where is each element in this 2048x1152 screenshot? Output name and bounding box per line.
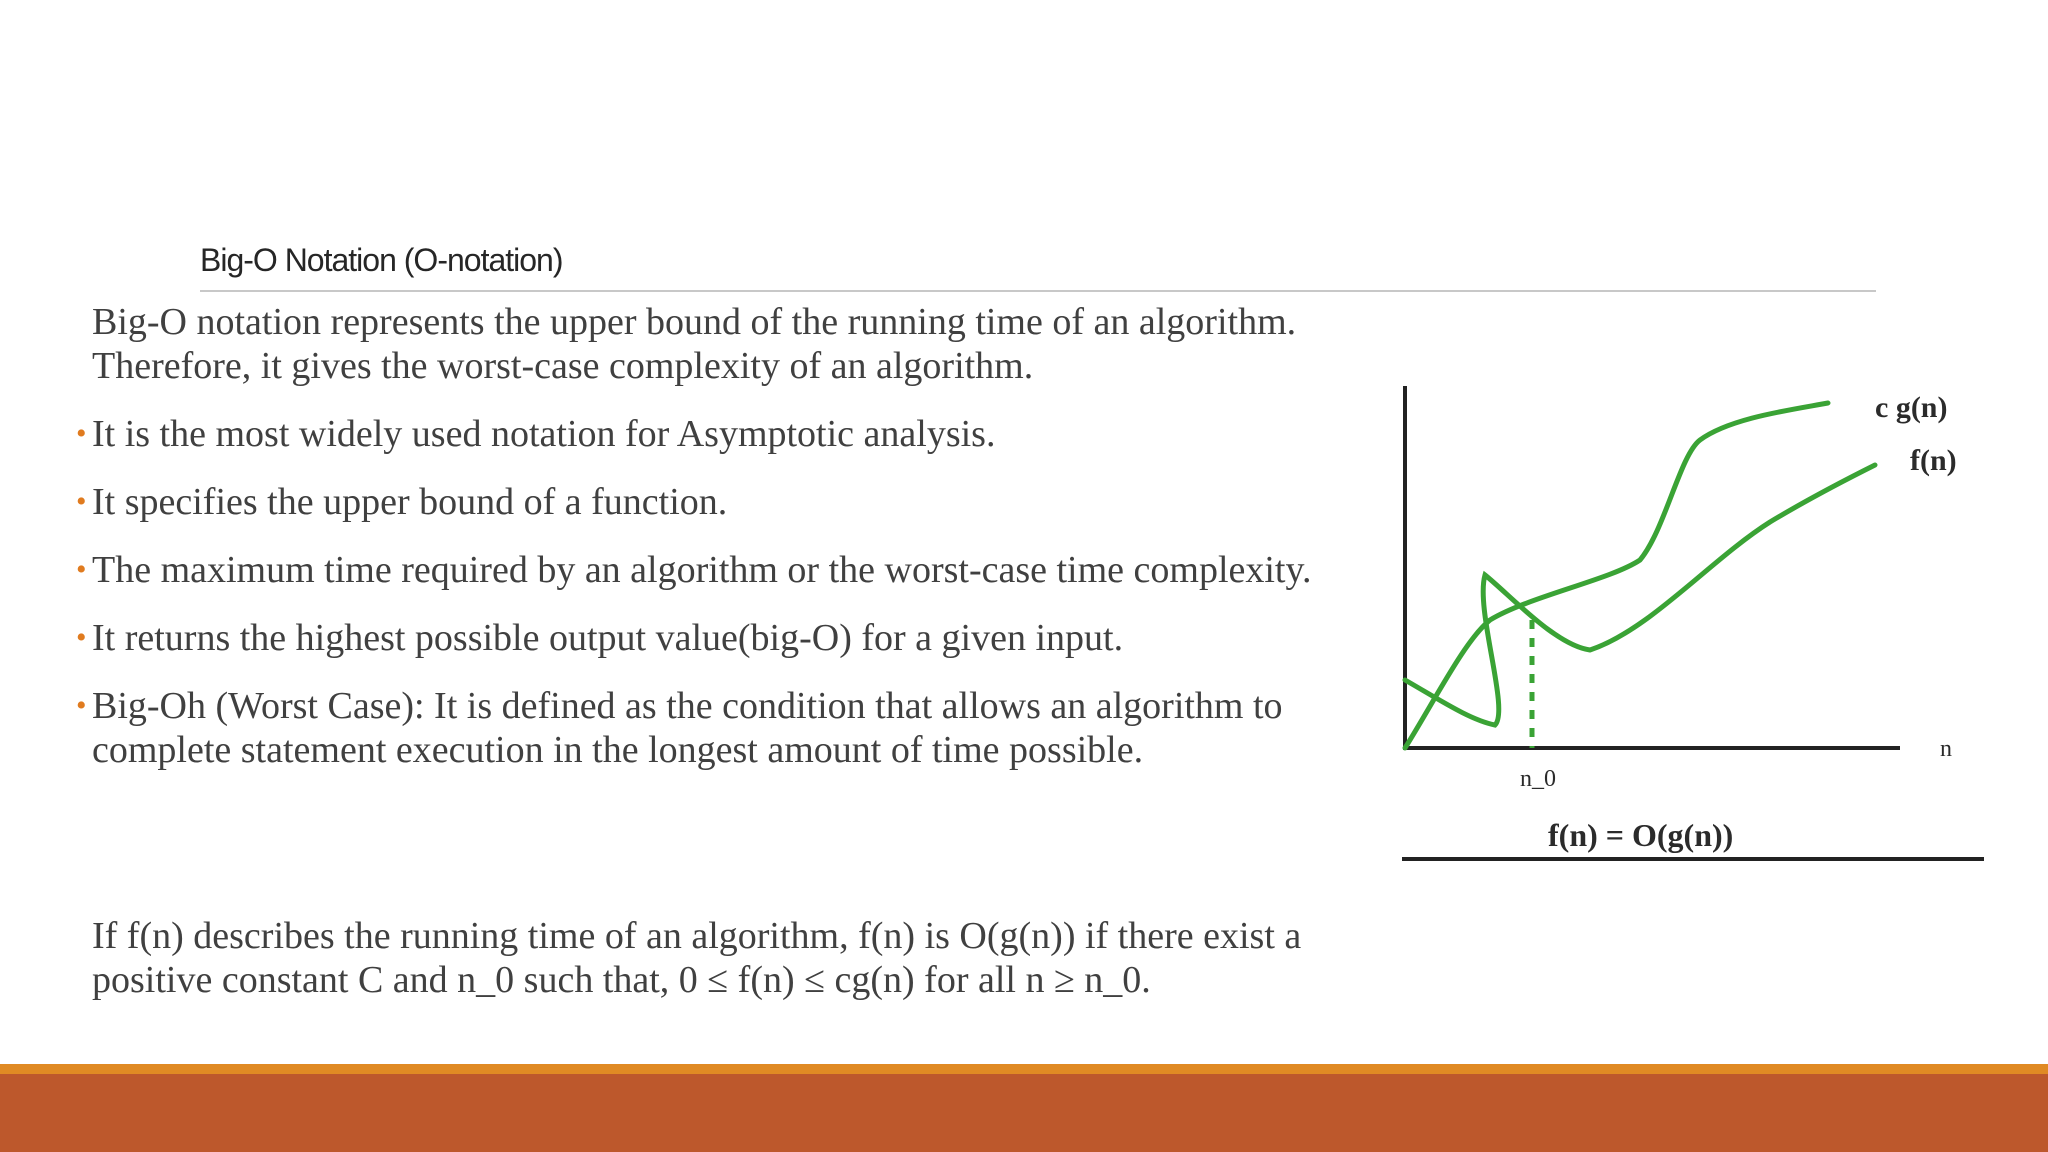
list-item <box>76 616 1376 660</box>
intro-paragraph: Big-O notation represents the upper bound of the running time of an algorithm. Therefore, it gives the worst-case complexity of an algorithm. <box>92 301 1297 387</box>
cg-label: c g(n) <box>1875 391 1948 424</box>
bullet-text: It returns the highest possible output value(big-O) for a given input. <box>92 617 1124 659</box>
definition-paragraph: If f(n) describes the running time of an algorithm, f(n) is O(g(n)) if there exist a positive constant C and n_0 such that, 0 ≤ f(n) ≤ cg(n) for all n ≥ n_0. <box>92 915 1302 1001</box>
bullet-text: It is the most widely used notation for Asymptotic analysis. <box>92 413 996 455</box>
bullet-marker: • <box>76 485 87 518</box>
bullet-marker: • <box>76 553 87 586</box>
bullet-marker: • <box>76 621 87 654</box>
big-o-diagram <box>1390 370 2010 870</box>
footer-accent-stripe <box>0 1064 2048 1074</box>
list-item <box>76 480 1376 524</box>
figure-caption: f(n) = O(g(n)) <box>1548 817 1734 853</box>
n0-label: n_0 <box>1520 766 1556 792</box>
list-item <box>76 412 1376 456</box>
f-curve <box>1405 465 1875 725</box>
cg-curve <box>1405 403 1828 748</box>
bullet-marker: • <box>76 689 87 722</box>
bullet-text: It specifies the upper bound of a function. <box>92 481 728 523</box>
bullet-list <box>76 412 1376 796</box>
list-item <box>76 548 1376 592</box>
bullet-text: Big-Oh (Worst Case): It is defined as the condition that allows an algorithm to complete statement execution in the longest amount of time possible. <box>92 685 1283 771</box>
big-o-diagram-svg <box>1390 370 2010 870</box>
bullet-marker: • <box>76 417 87 450</box>
footer-bar <box>0 1074 2048 1152</box>
n-axis-label: n <box>1940 736 1952 762</box>
bullet-text: The maximum time required by an algorithm or the worst-case time complexity. <box>92 549 1312 591</box>
title-divider <box>200 290 1876 292</box>
list-item <box>76 684 1376 772</box>
slide-title: Big-O Notation (O-notation) <box>200 242 563 278</box>
f-label: f(n) <box>1910 444 1957 477</box>
